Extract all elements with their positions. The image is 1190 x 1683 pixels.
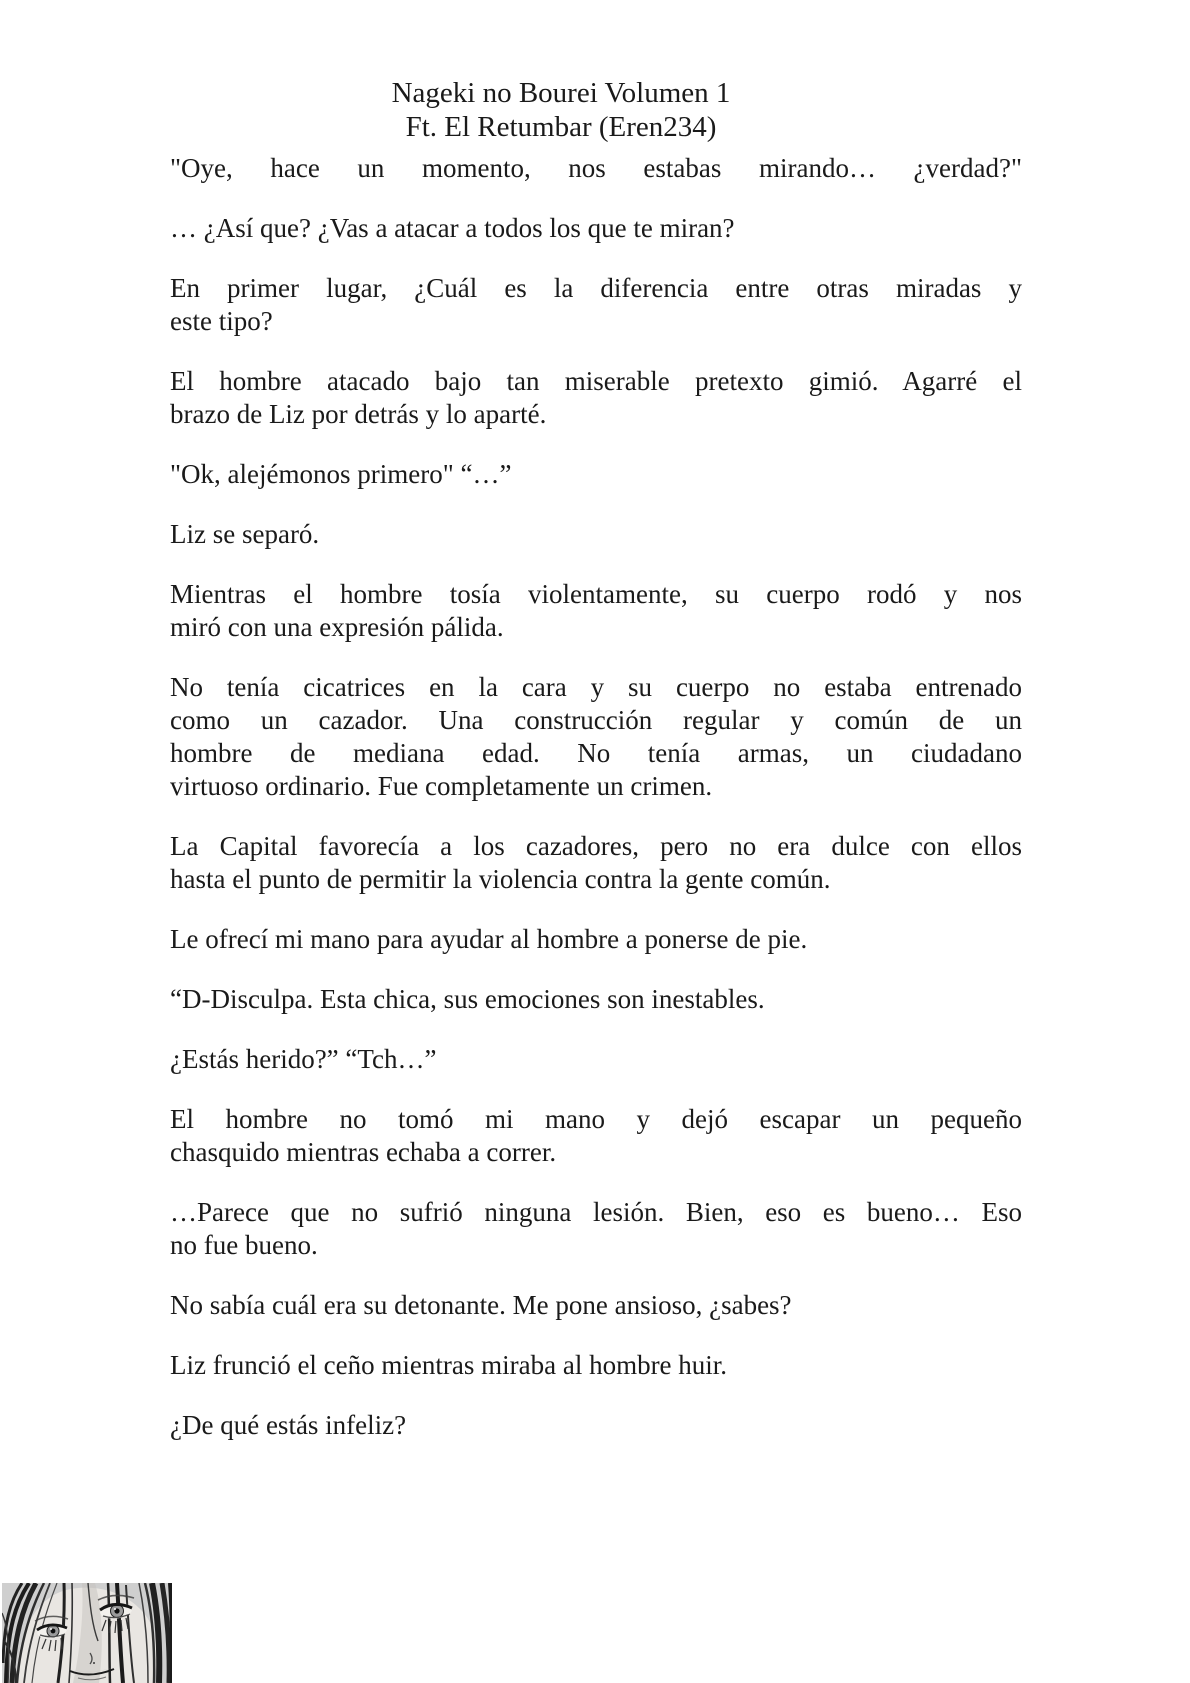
text-line: Mientras el hombre tosía violentamente, su cuerpo rodó y nos [170,579,1022,609]
text-line: Liz frunció el ceño mientras miraba al hombre huir. [170,1350,728,1380]
paragraph [170,923,1022,956]
text-line: no fue bueno. [170,1230,318,1260]
text-line: ¿Estás herido?” “Tch…” [170,1044,437,1074]
page-title [0,76,1122,144]
paragraph [170,1103,1022,1169]
text-line: En primer lugar, ¿Cuál es la diferencia entre otras miradas y [170,273,1022,303]
text-line: El hombre atacado bajo tan miserable pretexto gimió. Agarré el [170,366,1022,396]
text-line: hombre de mediana edad. No tenía armas, un ciudadano [170,738,1022,768]
text-line: … ¿Así que? ¿Vas a atacar a todos los que te miran? [170,213,735,243]
paragraph [170,1349,1022,1382]
text-line: …Parece que no sufrió ninguna lesión. Bien, eso es bueno… Eso [170,1197,1022,1227]
paragraph [170,1409,1022,1442]
body-text [170,152,1022,1469]
text-line: como un cazador. Una construcción regular y común de un [170,705,1022,735]
paragraph [170,983,1022,1016]
paragraph [170,1289,1022,1322]
text-line: chasquido mientras echaba a correr. [170,1137,557,1167]
paragraph [170,1043,1022,1076]
paragraph [170,830,1022,896]
paragraph [170,272,1022,338]
paragraph [170,365,1022,431]
paragraph [170,458,1022,491]
title-line-1: Nageki no Bourei Volumen 1 [391,77,731,109]
text-line: "Oye, hace un momento, nos estabas mirando… ¿verdad?" [170,153,1022,183]
text-line: este tipo? [170,306,273,336]
text-line: virtuoso ordinario. Fue completamente un crimen. [170,771,713,801]
manga-face-illustration [2,1583,172,1683]
text-line: La Capital favorecía a los cazadores, pero no era dulce con ellos [170,831,1022,861]
title-line-2: Ft. El Retumbar (Eren234) [405,111,717,143]
paragraph [170,152,1022,185]
paragraph [170,1196,1022,1262]
paragraph [170,671,1022,803]
text-line: ¿De qué estás infeliz? [170,1410,407,1440]
text-line: “D-Disculpa. Esta chica, sus emociones son inestables. [170,984,765,1014]
text-line: Liz se separó. [170,519,320,549]
text-line: El hombre no tomó mi mano y dejó escapar un pequeño [170,1104,1022,1134]
text-line: "Ok, alejémonos primero" “…” [170,459,512,489]
text-line: No sabía cuál era su detonante. Me pone ansioso, ¿sabes? [170,1290,792,1320]
paragraph [170,212,1022,245]
text-line: hasta el punto de permitir la violencia contra la gente común. [170,864,831,894]
text-line: No tenía cicatrices en la cara y su cuerpo no estaba entrenado [170,672,1022,702]
text-line: miró con una expresión pálida. [170,612,504,642]
paragraph [170,518,1022,551]
text-line: Le ofrecí mi mano para ayudar al hombre a ponerse de pie. [170,924,808,954]
paragraph [170,578,1022,644]
text-line: brazo de Liz por detrás y lo aparté. [170,399,547,429]
